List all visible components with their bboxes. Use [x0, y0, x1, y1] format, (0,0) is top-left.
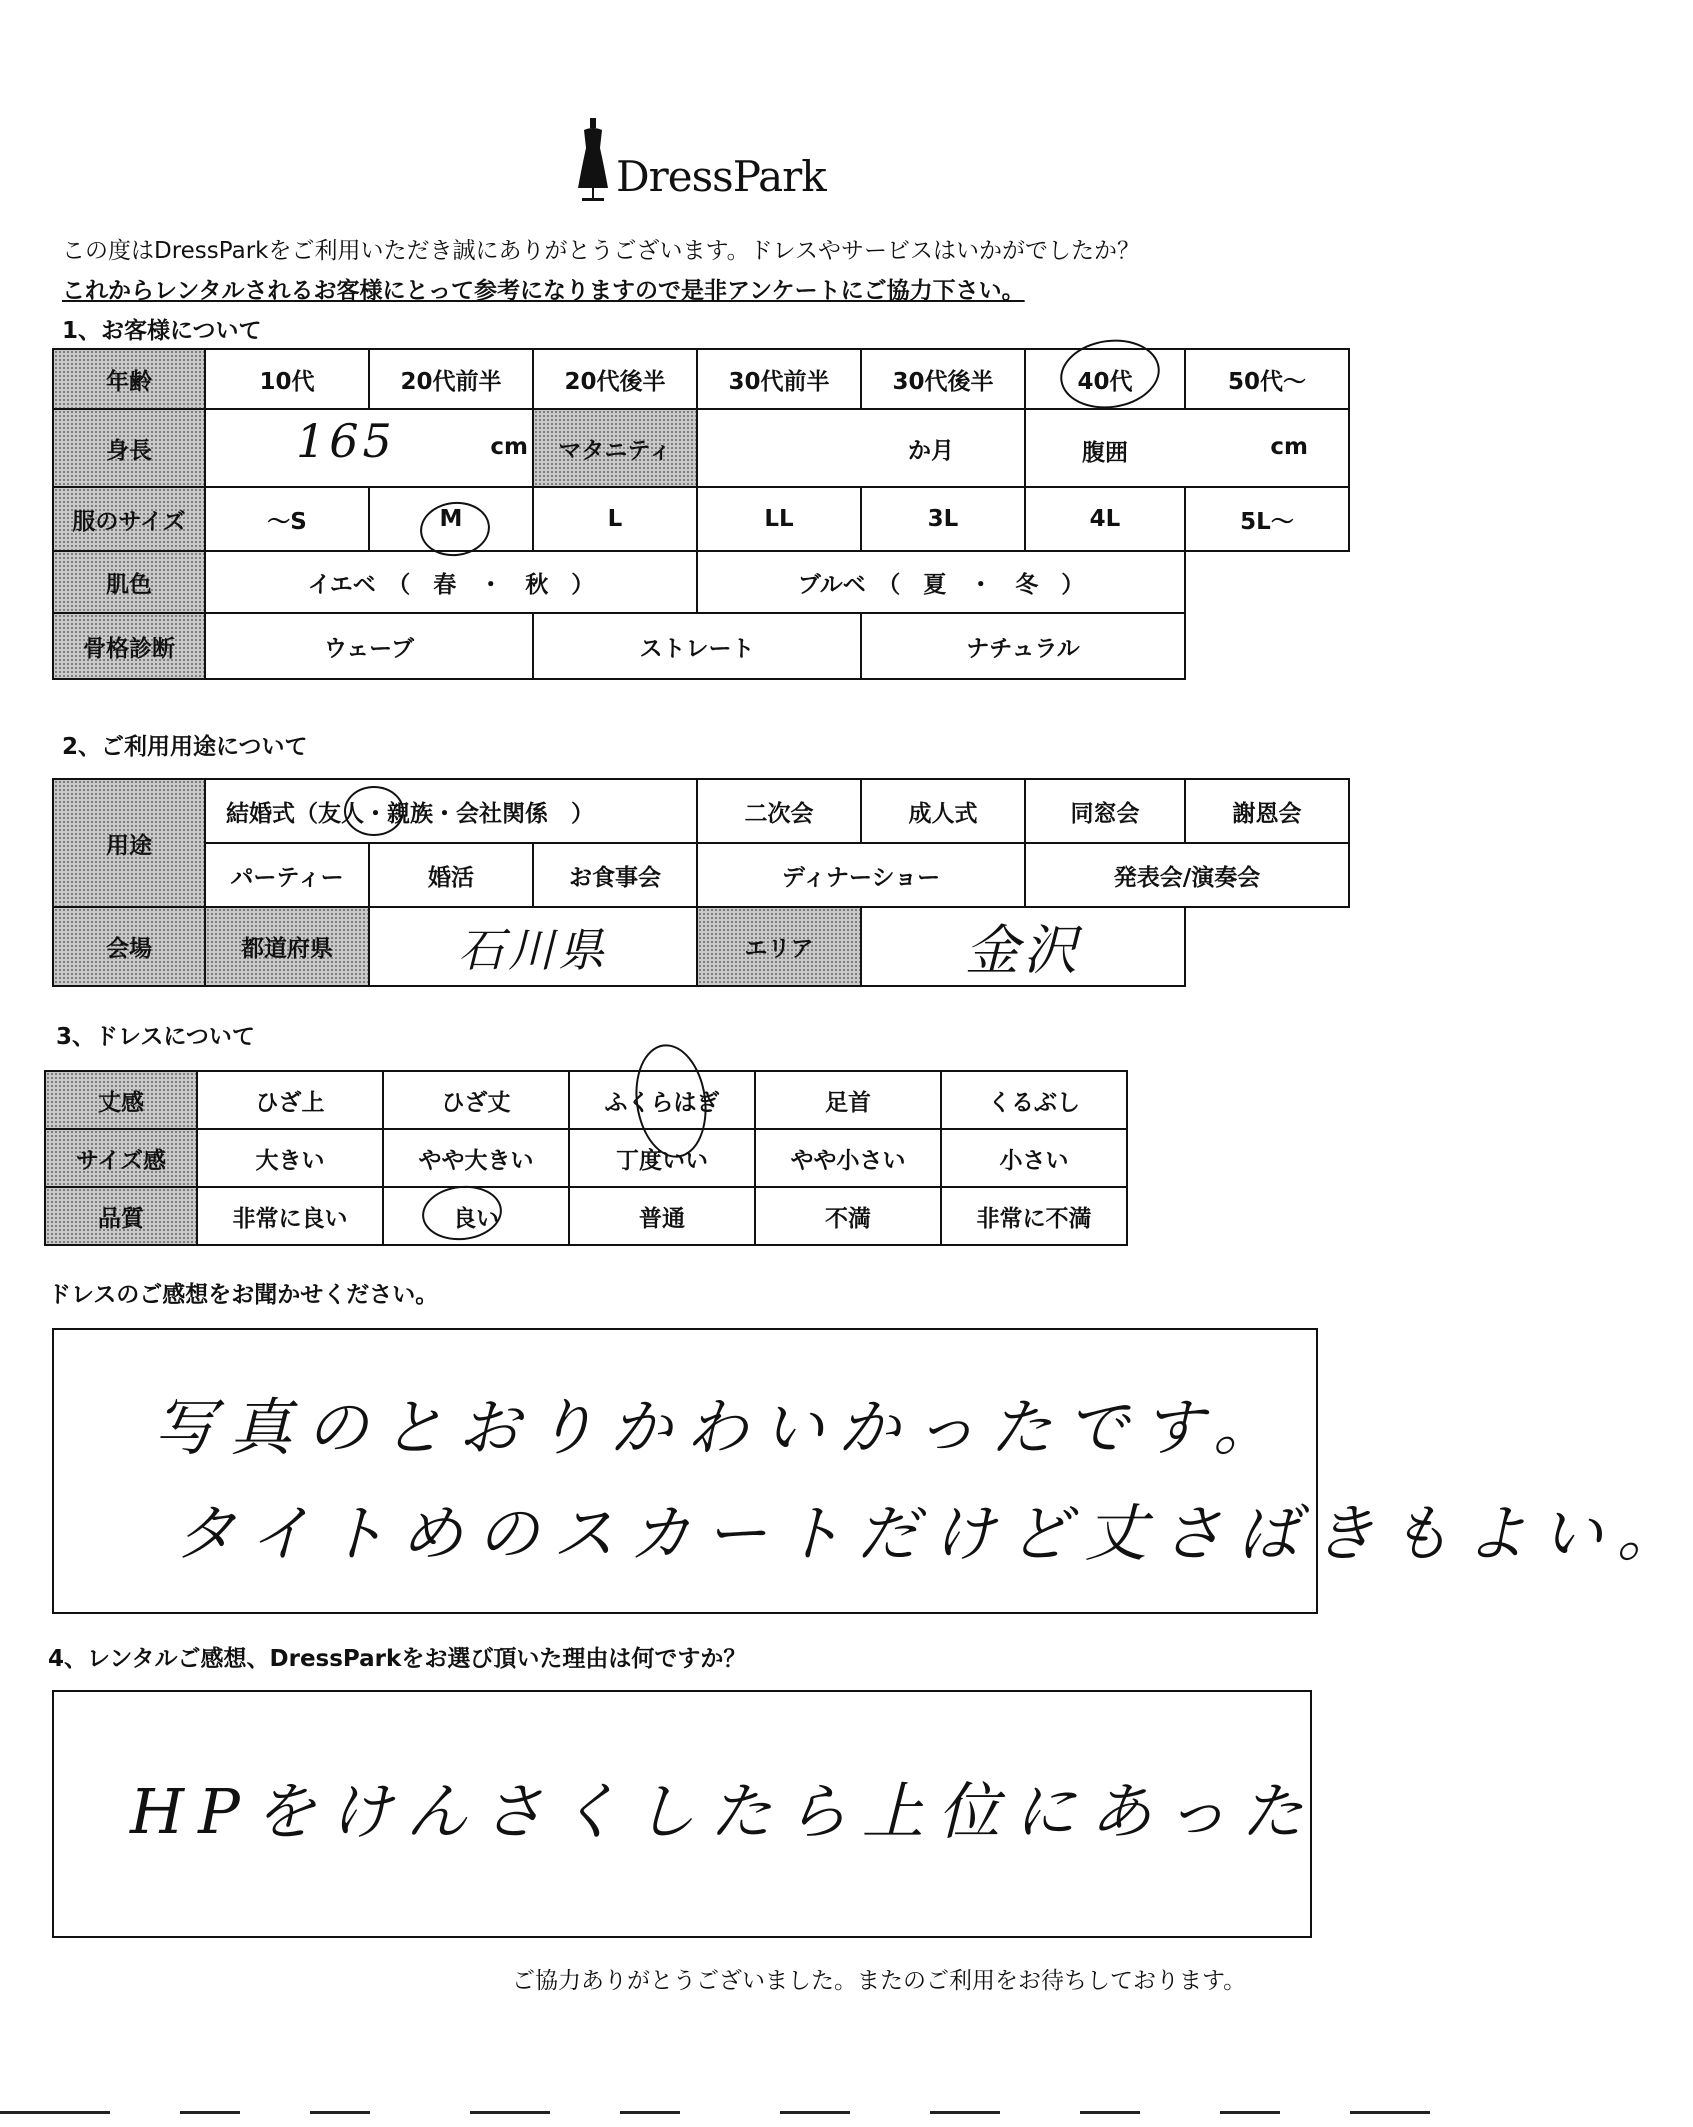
size-option-4l[interactable]: 4L — [1025, 487, 1185, 551]
age-option-10s[interactable]: 10代 — [205, 349, 369, 409]
usage-option-konkatsu[interactable]: 婚活 — [369, 843, 533, 907]
footer-divider — [310, 2111, 370, 2114]
waist-field[interactable] — [1025, 409, 1349, 487]
size-option-5l[interactable]: 5L～ — [1185, 487, 1349, 551]
reason-answer: HPをけんさくしたら上位にあった — [130, 1775, 1318, 1848]
waist-label: 腹囲 — [1082, 440, 1128, 466]
brand-logo — [576, 118, 846, 218]
skin-blue-option[interactable]: ブルベ （ 夏 ・ 冬 ） — [697, 551, 1185, 613]
fit-option-slightly-small[interactable]: やや小さい — [755, 1129, 941, 1187]
length-option-anklebone[interactable]: くるぶし — [941, 1071, 1127, 1129]
impression-answer-box[interactable] — [52, 1328, 1693, 1614]
skeleton-label: 骨格診断 — [53, 613, 205, 679]
size-option-s[interactable]: ～S — [205, 487, 369, 551]
height-label: 身長 — [53, 409, 205, 487]
logo-text: DressPark — [616, 152, 826, 201]
footer-divider — [1350, 2111, 1430, 2114]
size-label: 服のサイズ — [53, 487, 205, 551]
section4-title: 4、レンタルご感想、DressParkをお選び頂いた理由は何ですか？ — [48, 1646, 747, 1672]
area-value: 金沢 — [965, 919, 1081, 982]
length-option-above-knee[interactable]: ひざ上 — [197, 1071, 383, 1129]
impression-line-2: タイトめのスカートだけど丈さばきもよい。 — [174, 1497, 1693, 1570]
reason-answer-box[interactable] — [52, 1690, 1318, 1938]
height-unit: cm — [490, 434, 528, 460]
customer-info-table — [52, 348, 1350, 680]
age-option-late30s[interactable]: 30代後半 — [861, 349, 1025, 409]
size-option-m[interactable]: M — [369, 487, 533, 551]
height-field[interactable] — [205, 409, 533, 487]
usage-table — [52, 778, 1350, 987]
length-option-ankle[interactable]: 足首 — [755, 1071, 941, 1129]
height-value: 165 — [296, 414, 396, 468]
footer-divider — [180, 2111, 240, 2114]
usage-option-thank-you-party[interactable]: 謝恩会 — [1185, 779, 1349, 843]
footer-divider — [620, 2111, 680, 2114]
quality-label: 品質 — [45, 1187, 197, 1245]
footer-divider — [1080, 2111, 1140, 2114]
usage-option-afterparty[interactable]: 二次会 — [697, 779, 861, 843]
fit-option-large[interactable]: 大きい — [197, 1129, 383, 1187]
footer-divider — [0, 2111, 110, 2114]
maternity-label: マタニティ — [533, 409, 697, 487]
maternity-months-field[interactable] — [697, 409, 1025, 487]
intro-greeting: この度はDressParkをご利用いただき誠にありがとうございます。ドレスやサービスはいかがでしたか？ — [62, 238, 1140, 264]
quality-option-very-good[interactable]: 非常に良い — [197, 1187, 383, 1245]
usage-option-coming-of-age[interactable]: 成人式 — [861, 779, 1025, 843]
length-label: 丈感 — [45, 1071, 197, 1129]
age-option-late20s[interactable]: 20代後半 — [533, 349, 697, 409]
fit-option-small[interactable]: 小さい — [941, 1129, 1127, 1187]
area-field[interactable] — [861, 907, 1185, 986]
impression-line-1: 写真のとおりかわいかったです。 — [154, 1391, 1290, 1464]
wedding-relations: ・親族・会社関係 ） — [364, 800, 594, 827]
skeleton-option-wave[interactable]: ウェーブ — [205, 613, 533, 679]
intro-request: これからレンタルされるお客様にとって参考になりますので是非アンケートにご協力下さい。 — [62, 278, 1025, 304]
size-option-3l[interactable]: 3L — [861, 487, 1025, 551]
length-option-knee[interactable]: ひざ丈 — [383, 1071, 569, 1129]
age-option-early30s[interactable]: 30代前半 — [697, 349, 861, 409]
skeleton-option-straight[interactable]: ストレート — [533, 613, 861, 679]
venue-label: 会場 — [53, 907, 205, 986]
wedding-label: 結婚式（ — [226, 800, 318, 827]
footer-divider — [930, 2111, 1000, 2114]
usage-option-dinner[interactable]: お食事会 — [533, 843, 697, 907]
impression-prompt: ドレスのご感想をお聞かせください。 — [48, 1282, 439, 1308]
footer-divider — [1220, 2111, 1280, 2114]
prefecture-label: 都道府県 — [205, 907, 369, 986]
skin-yellow-option[interactable]: イエベ （ 春 ・ 秋 ） — [205, 551, 697, 613]
footer-divider — [780, 2111, 850, 2114]
usage-option-wedding[interactable] — [205, 779, 697, 843]
footer-divider — [470, 2111, 550, 2114]
dress-table — [44, 1070, 1128, 1246]
skin-label: 肌色 — [53, 551, 205, 613]
dress-form-icon — [576, 118, 610, 204]
usage-option-reunion[interactable]: 同窓会 — [1025, 779, 1185, 843]
size-option-ll[interactable]: LL — [697, 487, 861, 551]
friend-selection-circle — [344, 786, 404, 836]
prefecture-field[interactable] — [369, 907, 697, 986]
wedding-friend-option: 友人 — [318, 800, 364, 827]
age-option-50s-plus[interactable]: 50代～ — [1185, 349, 1349, 409]
maternity-months-unit: か月 — [908, 437, 954, 464]
fit-option-slightly-large[interactable]: やや大きい — [383, 1129, 569, 1187]
quality-option-good[interactable]: 良い — [383, 1187, 569, 1245]
section1-title: 1、お客様について — [62, 318, 262, 344]
quality-option-average[interactable]: 普通 — [569, 1187, 755, 1245]
age-label: 年齢 — [53, 349, 205, 409]
age-option-early20s[interactable]: 20代前半 — [369, 349, 533, 409]
usage-option-recital[interactable]: 発表会/演奏会 — [1025, 843, 1349, 907]
fit-option-just-right[interactable]: 丁度いい — [569, 1129, 755, 1187]
section3-title: 3、ドレスについて — [56, 1024, 255, 1050]
waist-unit: cm — [1270, 434, 1308, 460]
age-option-40s[interactable]: 40代 — [1025, 349, 1185, 409]
quality-option-very-dissatisfied[interactable]: 非常に不満 — [941, 1187, 1127, 1245]
prefecture-value: 石川県 — [458, 922, 608, 977]
skeleton-option-natural[interactable]: ナチュラル — [861, 613, 1185, 679]
size-option-l[interactable]: L — [533, 487, 697, 551]
fit-label: サイズ感 — [45, 1129, 197, 1187]
length-option-calf[interactable]: ふくらはぎ — [569, 1071, 755, 1129]
area-label: エリア — [697, 907, 861, 986]
quality-option-dissatisfied[interactable]: 不満 — [755, 1187, 941, 1245]
usage-label: 用途 — [53, 779, 205, 907]
usage-option-party[interactable]: パーティー — [205, 843, 369, 907]
section2-title: 2、ご利用用途について — [62, 734, 308, 760]
usage-option-dinner-show[interactable]: ディナーショー — [697, 843, 1025, 907]
closing-thanks: ご協力ありがとうございました。またのご利用をお待ちしております。 — [512, 1968, 1247, 1994]
